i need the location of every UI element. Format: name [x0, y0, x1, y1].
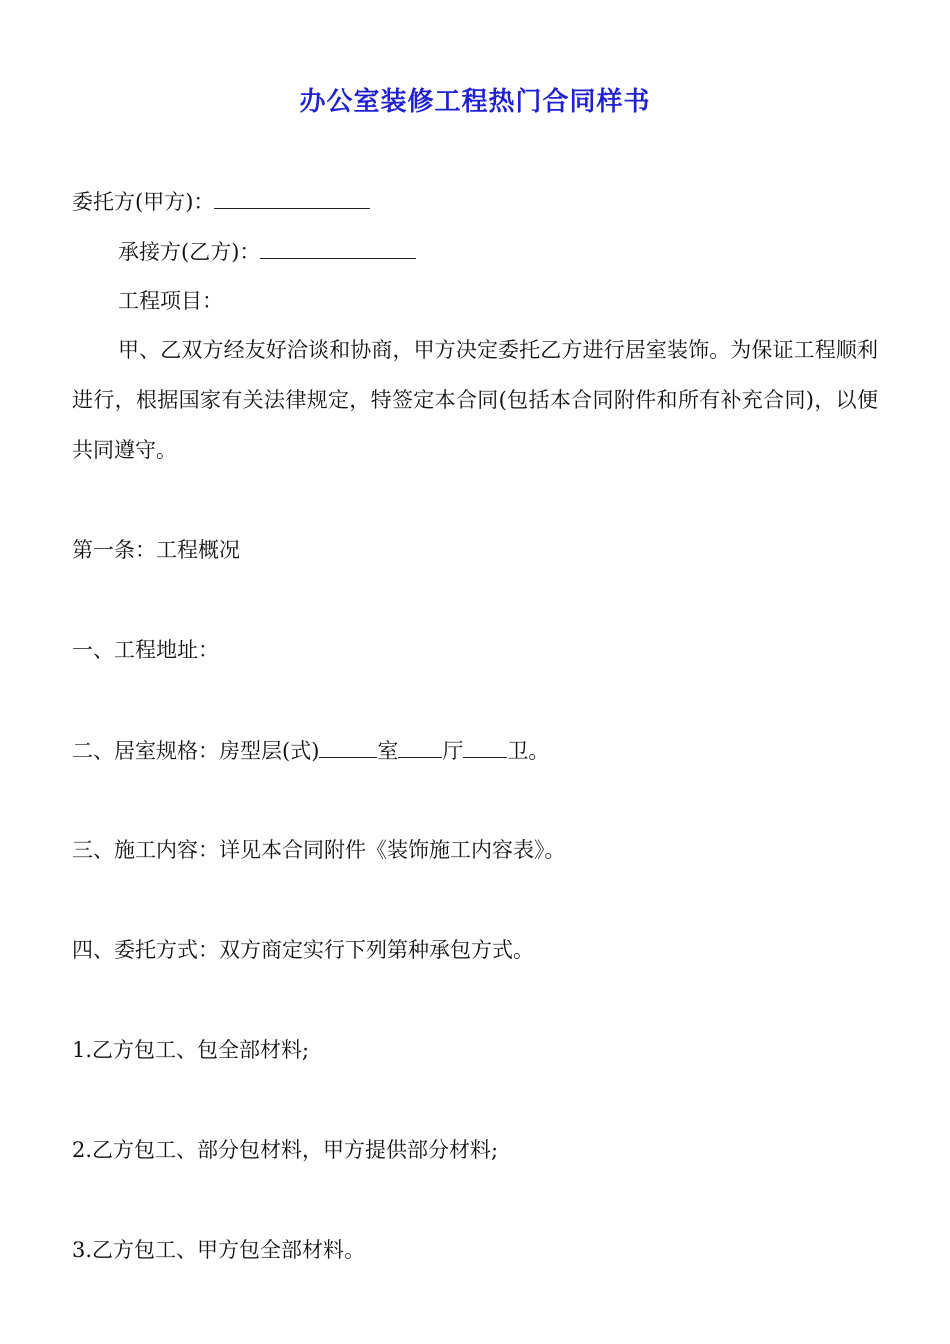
party-b-blank[interactable] — [260, 236, 416, 259]
project-line — [118, 286, 223, 316]
option-1: 1.乙方包工、包全部材料; — [72, 1038, 310, 1062]
hall-label: 厅 — [442, 739, 464, 763]
project-label: 工程项目： — [118, 289, 223, 313]
article1-heading: 第一条：工程概况 — [72, 538, 240, 562]
item-4-method: 四、委托方式：双方商定实行下列第种承包方式。 — [72, 938, 534, 962]
bath-label: 卫。 — [507, 739, 550, 763]
party-b-label: 承接方(乙方)： — [118, 240, 261, 264]
intro-paragraph: 甲、乙双方经友好洽谈和协商，甲方决定委托乙方进行居室装饰。为保证工程顺利进行，根据国家有关法律规定，特签定本合同(包括本合同附件和所有补充合同)，以便共同遵守。 — [72, 338, 878, 462]
option-3: 3.乙方包工、甲方包全部材料。 — [72, 1238, 366, 1262]
party-b-line — [118, 236, 416, 267]
item-3-content: 三、施工内容：详见本合同附件《装饰施工内容表》。 — [72, 838, 566, 862]
hall-count-blank[interactable] — [398, 735, 442, 758]
bath-count-blank[interactable] — [463, 735, 507, 758]
item-2-room-spec — [72, 735, 549, 766]
room-label: 室 — [377, 739, 399, 763]
party-a-label: 委托方(甲方)： — [72, 190, 215, 214]
party-a-blank[interactable] — [214, 186, 370, 209]
item-1-address: 一、工程地址： — [72, 638, 219, 662]
option-2: 2.乙方包工、部分包材料，甲方提供部分材料; — [72, 1138, 499, 1162]
document-title: 办公室装修工程热门合同样书 — [299, 87, 651, 117]
room-count-blank[interactable] — [319, 735, 377, 758]
item-2-prefix: 二、居室规格：房型层(式) — [72, 739, 320, 763]
party-a-line — [72, 186, 370, 217]
